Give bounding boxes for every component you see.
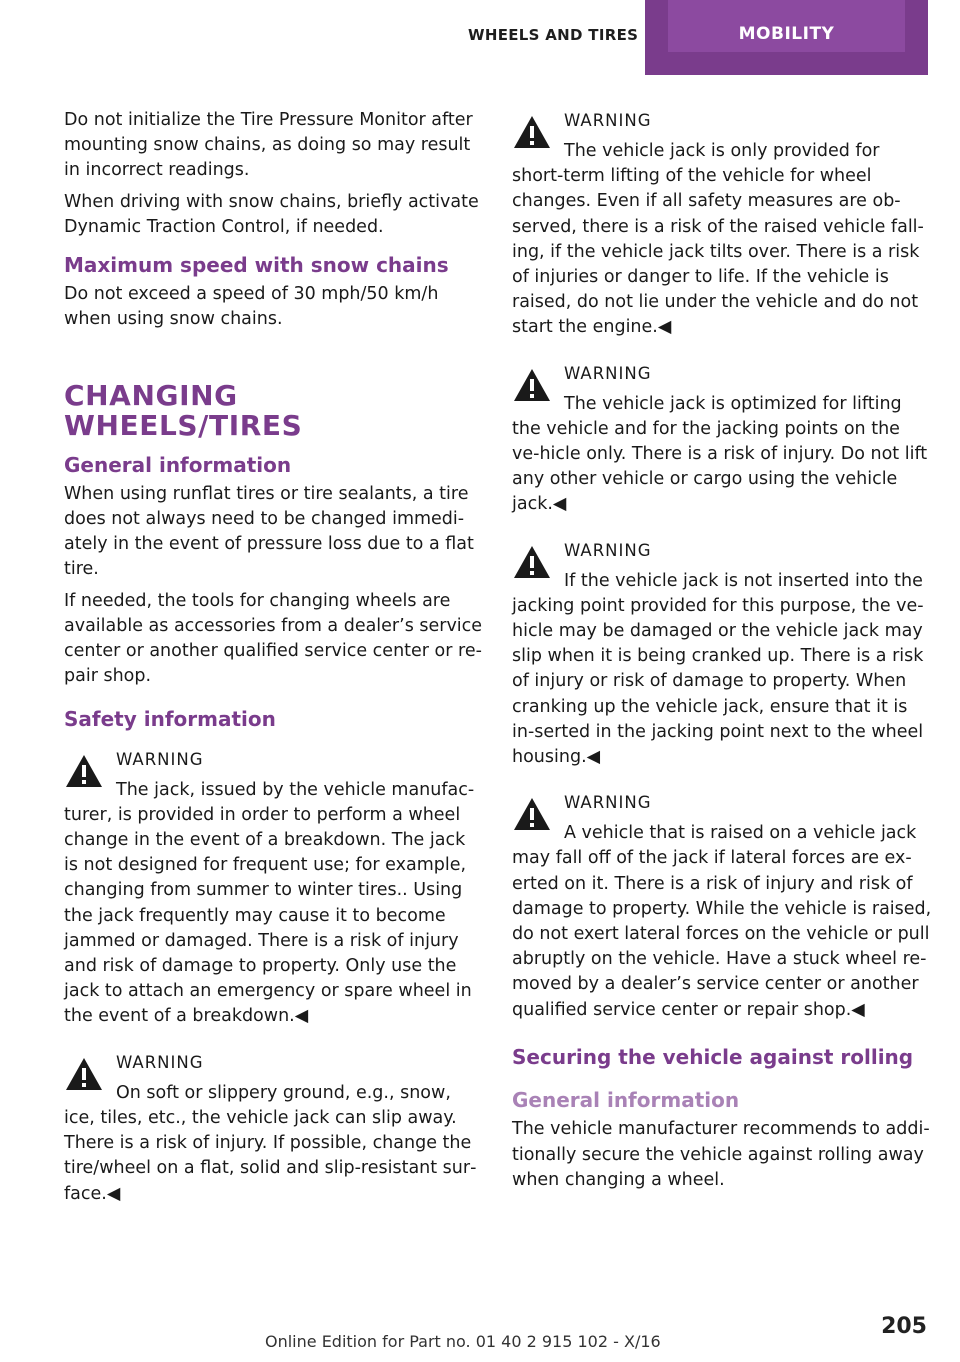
paragraph: If needed, the tools for changing wheels are available as accessories from a dealer’s service center or another qualified service center or re‐pair shop. xyxy=(64,590,483,687)
warning-title: WARNING xyxy=(116,1052,204,1072)
warning-title: WARNING xyxy=(564,111,652,130)
page-number: 205 xyxy=(881,1314,927,1339)
paragraph: Do not exceed a speed of 30 mph/50 km/h when using snow chains. xyxy=(64,284,439,330)
paragraph: When using runflat tires or tire sealants, a tire does not always need to be changed immedi‐ately in the event of pressure loss due to a flat tire. xyxy=(64,483,474,580)
paragraph: The vehicle manufacturer recommends to addi‐tionally secure the vehicle against rolling away when changing a wheel. xyxy=(512,1119,930,1190)
warning-triangle-icon xyxy=(512,114,552,150)
warning-block xyxy=(512,538,932,771)
warning-title: WARNING xyxy=(116,749,204,769)
heading-general-information: General information xyxy=(512,1088,740,1113)
left-column xyxy=(64,108,484,1227)
chapter-tab-label: MOBILITY xyxy=(668,0,905,52)
paragraph: Do not initialize the Tire Pressure Monitor after mounting snow chains, as doing so may result in incorrect readings. xyxy=(64,110,473,181)
edition-note: Online Edition for Part no. 01 40 2 915 102 - X/16 xyxy=(265,1332,661,1351)
chapter-heading: CHANGING WHEELS/TIRES xyxy=(64,378,303,442)
warning-triangle-icon xyxy=(512,544,552,580)
warning-text: The jack, issued by the vehicle manufac‐turer, is provided in order to perform a wheel change in the event of a breakdown. The jack is not designed for frequent use; for example, changing from summer to winter tires.. Using the jack frequently may cause it to become jammed or damaged. There is a risk of injury and risk of damage to property. Only use the jack to attach an emergency or spare wheel in the event of a breakdown.◀ xyxy=(64,779,475,1027)
warning-triangle-icon xyxy=(512,796,552,832)
warning-block xyxy=(512,790,932,1023)
warning-block xyxy=(64,1050,484,1207)
warning-triangle-icon xyxy=(512,367,552,403)
heading-safety-information: Safety information xyxy=(64,707,276,732)
heading-general-information: General information xyxy=(64,452,292,477)
paragraph: When driving with snow chains, briefly activate Dynamic Traction Control, if needed. xyxy=(64,191,479,237)
warning-title: WARNING xyxy=(564,793,652,813)
warning-triangle-icon xyxy=(64,1056,104,1092)
warning-block xyxy=(512,361,932,518)
heading-securing-vehicle: Securing the vehicle against rolling xyxy=(512,1044,914,1069)
warning-text: On soft or slippery ground, e.g., snow, ice, tiles, etc., the vehicle jack can slip away. There is a risk of injury. If possible, change the tire/wheel on a flat, solid and slip-resistant sur‐face.◀ xyxy=(64,1082,477,1204)
warning-title: WARNING xyxy=(564,363,652,383)
heading-max-speed: Maximum speed with snow chains xyxy=(64,253,449,278)
warning-text: A vehicle that is raised on a vehicle jack may fall off of the jack if lateral forces are ex‐erted on it. There is a risk of injury and risk of damage to property. While the vehicle is raised, do not exert lateral forces on the vehicle or pull abruptly on the vehicle. Have a stuck wheel re‐moved by a dealer’s service center or another qualified service center or repair shop.◀ xyxy=(512,823,932,1020)
section-title: WHEELS AND TIRES xyxy=(468,26,639,44)
warning-text: The vehicle jack is optimized for lifting the vehicle and for the jacking points on the ve‐hicle only. There is a risk of injury. Do not lift any other vehicle or cargo using the vehicle jack.◀ xyxy=(512,393,928,515)
warning-block xyxy=(64,747,484,1030)
warning-text: If the vehicle jack is not inserted into the jacking point provided for this purpose, the ve‐hicle may be damaged or the vehicle jack may slip when it is being cranked up. There is a risk of injury or risk of damage to property. When cranking up the vehicle jack, ensure that it is in‐serted in the jacking point next to the wheel housing.◀ xyxy=(512,570,924,768)
warning-block xyxy=(512,108,932,341)
warning-title: WARNING xyxy=(564,540,652,560)
warning-text: The vehicle jack is only provided for short-term lifting of the vehicle for wheel changes. Even if all safety measures are ob‐served, there is a risk of the raised vehicle fall‐ing, if the vehicle jack tilts over. There is a risk of injuries or danger to life. If the vehicle is raised, do not lie under the vehicle and do not start the engine.◀ xyxy=(512,141,924,338)
warning-triangle-icon xyxy=(64,753,104,789)
right-column xyxy=(512,108,932,1199)
